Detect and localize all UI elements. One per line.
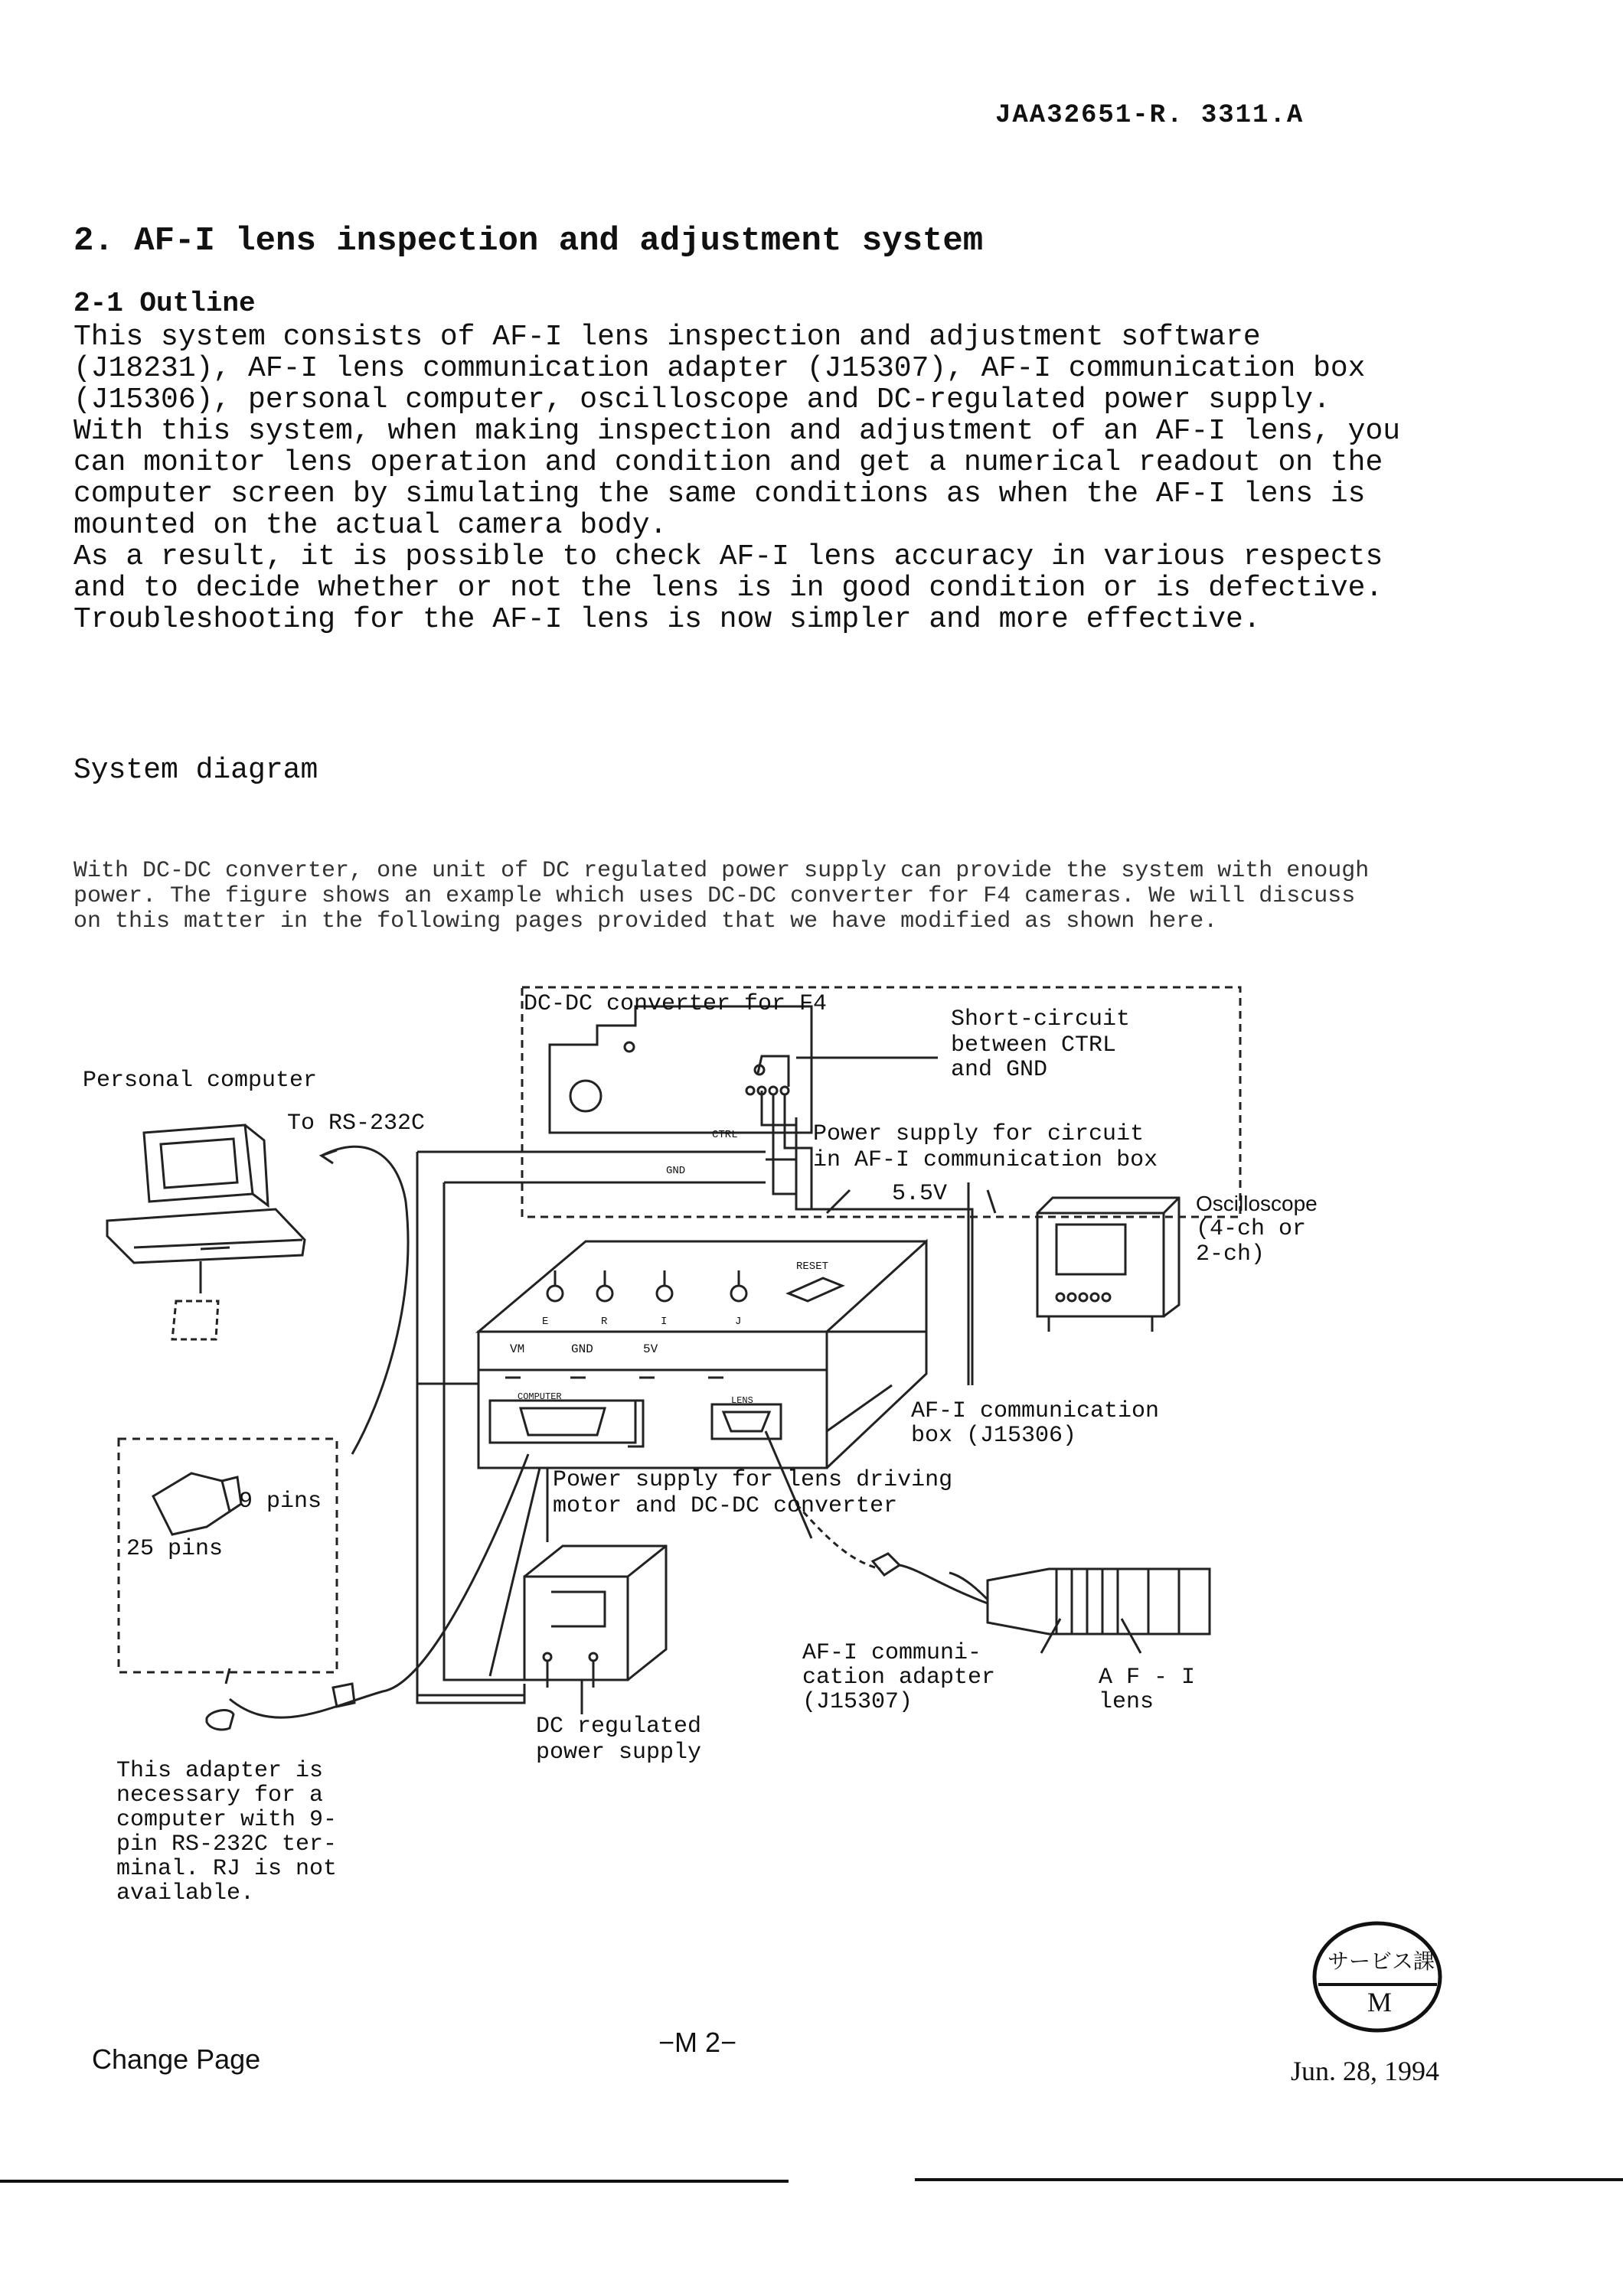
adapter-note-3: computer with 9- — [116, 1807, 338, 1833]
rs232c-cable — [322, 1146, 408, 1454]
oscilloscope-label-1: Oscilloscope — [1196, 1192, 1318, 1215]
power-motor-label-2: motor and DC-DC converter — [553, 1493, 898, 1519]
dcdc-converter-label: DC-DC converter for F4 — [524, 991, 828, 1017]
adapter-note-2: necessary for a — [116, 1782, 324, 1808]
adapter-j15307-label-1: AF-I communi- — [802, 1640, 982, 1666]
oscilloscope-label-2: (4-ch or — [1196, 1216, 1307, 1242]
outline-paragraph: This system consists of AF-I lens inspection and adjustment software (J18231), AF-I lens communication adapter (J15307), AF-I communication box (J15306), personal computer, oscilloscope and DC-regulated power supply. — [73, 321, 1366, 416]
panel-5v-label: 5V — [643, 1342, 658, 1356]
switch-e-label: E — [542, 1316, 549, 1328]
short-circuit-label-3: and GND — [951, 1057, 1048, 1083]
afi-lens-label-2: lens — [1099, 1689, 1154, 1715]
switch-j-label: J — [735, 1316, 742, 1328]
computer-port-label: COMPUTER — [518, 1391, 562, 1402]
power-circuit-label-1: Power supply for circuit — [813, 1121, 1145, 1147]
comm-box-switches — [547, 1270, 746, 1301]
adapter-note-6: available. — [116, 1880, 255, 1906]
adapter-note-5: minal. RJ is not — [116, 1856, 338, 1882]
power-motor-label-1: Power supply for lens driving — [553, 1467, 953, 1493]
section-title: 2. AF-I lens inspection and adjustment system — [73, 222, 984, 260]
afi-lens-label-1: A F - I — [1099, 1665, 1196, 1691]
diagram-note: With DC-DC converter, one unit of DC regulated power supply can provide the system with enough power. The figure shows an example which uses DC-DC converter for F4 cameras. We will discuss on this matter in the following pages provided that we have modified as shown here. — [73, 858, 1370, 934]
stamp-letter: M — [1367, 1987, 1393, 2017]
power-circuit-label-2: in AF-I communication box — [813, 1147, 1158, 1173]
footer-rule-left — [0, 2180, 789, 2183]
comm-box-label-2: box (J15306) — [911, 1423, 1077, 1449]
oscilloscope-label-3: 2-ch) — [1196, 1241, 1265, 1267]
dc-supply-label-1: DC regulated — [536, 1714, 702, 1740]
short-circuit-label-2: between CTRL — [951, 1032, 1117, 1058]
stamp-text: サービス課 — [1327, 1949, 1435, 1974]
adapter-j15307-label-3: (J15307) — [802, 1689, 913, 1715]
dc-supply-label-2: power supply — [536, 1740, 702, 1766]
panel-vm-label: VM — [510, 1342, 525, 1356]
power-wire — [417, 1152, 766, 1703]
lens-port-label: LENS — [731, 1395, 753, 1406]
switch-i-label: I — [661, 1316, 668, 1328]
outline-paragraph: With this system, when making inspection and adjustment of an AF-I lens, you can monitor lens operation and condition and get a numerical readout on the computer screen by simulating the same conditions as when the AF-I lens is mounted on the actual camera body. — [73, 415, 1401, 542]
diagram-caption: System diagram — [73, 754, 318, 787]
switch-r-label: R — [601, 1316, 608, 1328]
twenty-five-pins-label: 25 pins — [126, 1536, 224, 1562]
gnd-terminal-label: GND — [666, 1165, 686, 1177]
outline-paragraph: As a result, it is possible to check AF-I lens accuracy in various respects and to decide whether or not the lens is in good condition or is defective. Troubleshooting for the AF-I lens is now simpler and more effective. — [73, 540, 1383, 636]
adapter-plug — [873, 1554, 900, 1575]
footer-rule-right — [915, 2178, 1623, 2181]
ctrl-terminal-label: CTRL — [712, 1129, 738, 1141]
reset-label: RESET — [796, 1261, 829, 1273]
service-stamp — [1311, 1919, 1445, 2034]
voltage-label: 5.5V — [892, 1181, 948, 1207]
rs232c-label: To RS-232C — [287, 1110, 426, 1137]
adapter-j15307-label-2: cation adapter — [802, 1665, 996, 1691]
panel-gnd-label: GND — [571, 1342, 593, 1356]
computer-port — [490, 1401, 635, 1443]
afi-lens — [988, 1569, 1210, 1634]
change-page-label: Change Page — [92, 2043, 261, 2075]
adapter-9-25 — [153, 1473, 230, 1534]
document-code: JAA32651-R. 3311.A — [995, 101, 1305, 130]
floppy-disk — [172, 1301, 218, 1339]
nine-pins-label: 9 pins — [239, 1489, 322, 1515]
comm-box-label-1: AF-I communication — [911, 1398, 1160, 1424]
adapter-note-1: This adapter is — [116, 1758, 324, 1784]
pc-label: Personal computer — [83, 1068, 318, 1094]
short-circuit-label-1: Short-circuit — [951, 1006, 1131, 1032]
reset-button — [789, 1278, 842, 1301]
pc-base — [107, 1209, 305, 1263]
outline-heading: 2-1 Outline — [73, 288, 256, 319]
page-number: −M 2− — [658, 2027, 737, 2058]
footer-date: Jun. 28, 1994 — [1291, 2056, 1440, 2086]
adapter-note-4: pin RS-232C ter- — [116, 1831, 338, 1857]
dcdc-hole — [570, 1081, 601, 1111]
